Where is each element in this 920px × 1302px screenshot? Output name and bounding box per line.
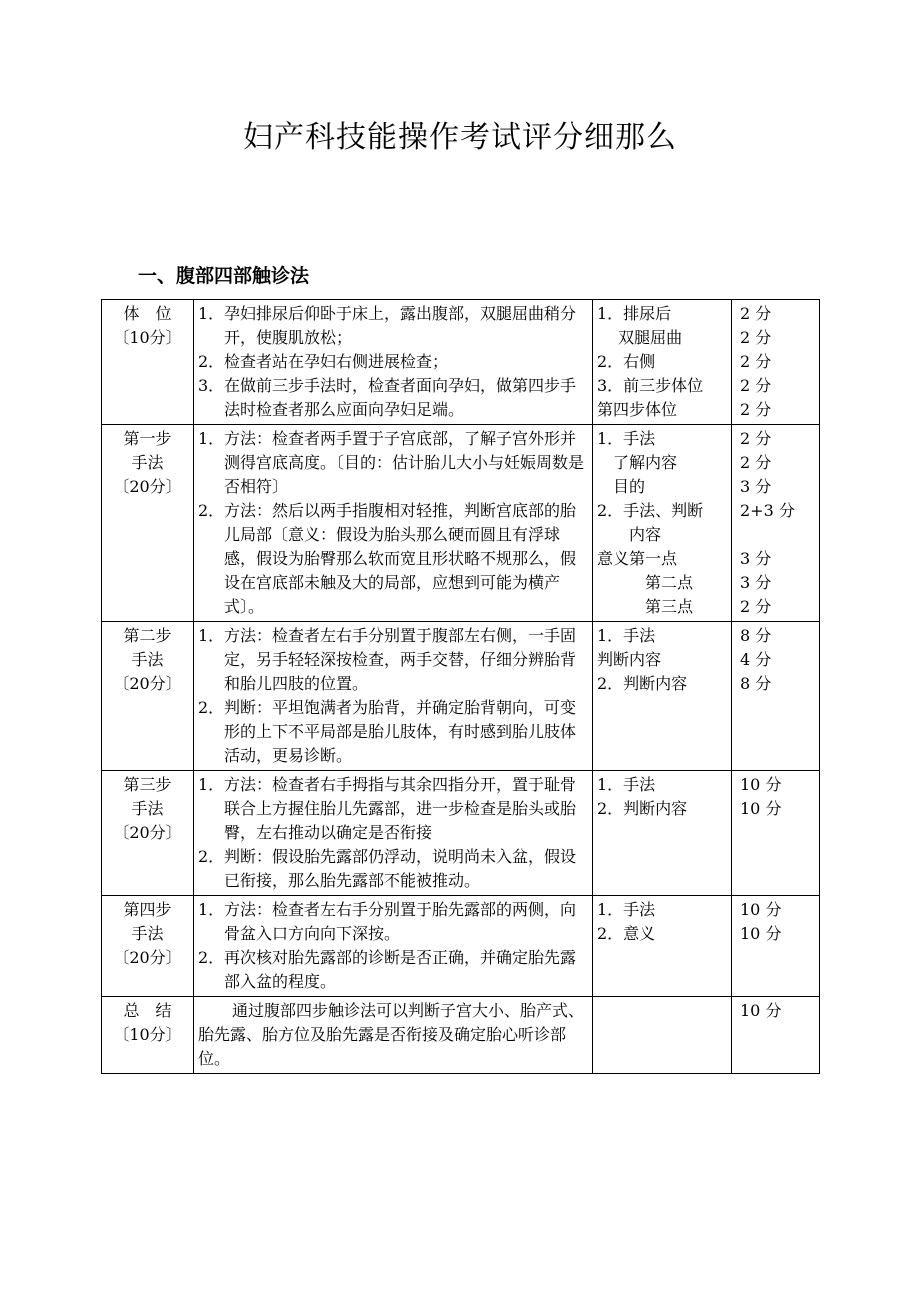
- category-label: 〔20分〕: [113, 823, 182, 842]
- content-item: [198, 773, 588, 845]
- scoring-point: 第三点: [597, 597, 694, 616]
- content-item: [198, 696, 588, 768]
- scoring-point: 1．排尿后: [597, 304, 672, 323]
- scoring-point: 意义第一点: [597, 549, 678, 568]
- score-value: 3 分: [740, 477, 772, 496]
- content-cell: [194, 896, 593, 997]
- category-cell: [102, 425, 194, 622]
- scoring-point: 1．手法: [597, 900, 656, 919]
- item-text: 孕妇排尿后仰卧于床上，露出腹部，双腿屈曲稍分开，使腹肌放松；: [224, 304, 577, 347]
- content-cell: [194, 771, 593, 896]
- content-item: [198, 624, 588, 696]
- scoring-points-cell: [593, 425, 732, 622]
- scoring-points-cell: [593, 896, 732, 997]
- score-value: 2 分: [740, 376, 772, 395]
- score-value: 2 分: [740, 453, 772, 472]
- category-label: 手法: [131, 650, 164, 669]
- item-number: 2．: [198, 352, 225, 371]
- category-label: 〔20分〕: [113, 477, 182, 496]
- score-value: 8 分: [740, 626, 772, 645]
- item-number: 1．: [198, 900, 225, 919]
- scoring-points-cell: [593, 622, 732, 771]
- table-row: [102, 425, 820, 622]
- item-text: 检查者站在孕妇右侧进展检查；: [224, 352, 449, 371]
- scoring-table: [101, 299, 820, 1074]
- score-value: 10 分: [740, 900, 782, 919]
- item-number: 2．: [198, 501, 225, 520]
- category-cell: [102, 997, 194, 1074]
- score-value: 10 分: [740, 775, 782, 794]
- scoring-point: 第四步体位: [597, 400, 678, 419]
- table-row: [102, 771, 820, 896]
- scoring-point: 内容: [597, 525, 662, 544]
- content-item: [198, 427, 588, 499]
- category-cell: [102, 771, 194, 896]
- scoring-point: 2．判断内容: [597, 799, 688, 818]
- category-label: 〔10分〕: [113, 1025, 182, 1044]
- category-label: 手法: [131, 453, 164, 472]
- category-label: 手法: [131, 924, 164, 943]
- scoring-point: 2．右侧: [597, 352, 656, 371]
- category-label: 体 位: [123, 304, 172, 323]
- score-value: 8 分: [740, 674, 772, 693]
- scoring-point: 第二点: [597, 573, 694, 592]
- summary-text: 通过腹部四步触诊法可以判断子宫大小、胎产式、胎先露、胎方位及胎先露是否衔接及确定胎心听诊部位。: [198, 1001, 585, 1068]
- score-value: 10 分: [740, 924, 782, 943]
- score-value: 2 分: [740, 400, 772, 419]
- score-cell: [732, 896, 820, 997]
- scoring-point: 1．手法: [597, 775, 656, 794]
- category-label: 第二步: [123, 626, 172, 645]
- score-value: 2+3 分: [740, 501, 795, 520]
- item-number: 3．: [198, 376, 225, 395]
- score-value: 2 分: [740, 597, 772, 616]
- table-row: [102, 896, 820, 997]
- item-text: 判断：假设胎先露部仍浮动，说明尚未入盆，假设已衔接，那么胎先露部不能被推动。: [224, 847, 577, 890]
- item-number: 1．: [198, 429, 225, 448]
- category-cell: [102, 300, 194, 425]
- score-value: [736, 523, 815, 547]
- item-number: 1．: [198, 304, 225, 323]
- content-item: [198, 374, 588, 422]
- score-value: 3 分: [740, 573, 772, 592]
- score-cell: [732, 771, 820, 896]
- item-text: 方法：检查者左右手分别置于腹部左右侧，一手固定，另手轻轻深按检查，两手交替，仔细分辨胎背和胎儿四肢的位置。: [224, 626, 577, 693]
- content-cell: [194, 300, 593, 425]
- item-number: 2．: [198, 948, 225, 967]
- category-label: 〔20分〕: [113, 948, 182, 967]
- category-label: 第一步: [123, 429, 172, 448]
- scoring-point: 目的: [597, 477, 646, 496]
- item-number: 1．: [198, 775, 225, 794]
- content-item: [198, 350, 588, 374]
- scoring-point: 1．手法: [597, 626, 656, 645]
- content-item: [198, 845, 588, 893]
- score-value: 4 分: [740, 650, 772, 669]
- item-text: 方法：检查者两手置于子宫底部，了解子宫外形并测得宫底高度。〔目的：估计胎儿大小与妊娠周数是否相符〕: [224, 429, 585, 496]
- item-text: 在做前三步手法时，检查者面向孕妇，做第四步手法时检查者那么应面向孕妇足端。: [224, 376, 577, 419]
- summary-row: [102, 997, 820, 1074]
- category-label: 手法: [131, 799, 164, 818]
- item-number: 2．: [198, 698, 225, 717]
- item-text: 方法：然后以两手指腹相对轻推，判断宫底部的胎儿局部〔意义：假设为胎头那么硬而圆且有浮球感，假设为胎臀那么软而宽且形状略不规那么，假设在宫底部未触及大的局部，应想到可能为横产式〕。: [224, 501, 577, 616]
- item-number: 1．: [198, 626, 225, 645]
- content-item: [198, 898, 588, 946]
- table-row: [102, 622, 820, 771]
- category-cell: [102, 622, 194, 771]
- scoring-point: 2．手法、判断: [597, 501, 704, 520]
- category-label: 第三步: [123, 775, 172, 794]
- item-number: 2．: [198, 847, 225, 866]
- score-value: 2 分: [740, 352, 772, 371]
- section-heading: 一、腹部四部触诊法: [138, 265, 310, 287]
- score-cell: [732, 425, 820, 622]
- score-cell: [732, 997, 820, 1074]
- scoring-point: 3．前三步体位: [597, 376, 704, 395]
- score-value: 10 分: [740, 1001, 782, 1020]
- category-label: 第四步: [123, 900, 172, 919]
- content-cell: [194, 425, 593, 622]
- category-label: 〔20分〕: [113, 674, 182, 693]
- scoring-points-cell: [593, 300, 732, 425]
- item-text: 方法：检查者左右手分别置于胎先露部的两侧，向骨盆入口方向向下深按。: [224, 900, 577, 943]
- content-item: [198, 946, 588, 994]
- content-item: [198, 302, 588, 350]
- content-cell: [194, 622, 593, 771]
- scoring-point: 2．判断内容: [597, 674, 688, 693]
- table-row: [102, 300, 820, 425]
- scoring-point: 2．意义: [597, 924, 656, 943]
- item-text: 再次核对胎先露部的诊断是否正确，并确定胎先露部入盆的程度。: [224, 948, 577, 991]
- category-cell: [102, 896, 194, 997]
- item-text: 方法：检查者右手拇指与其余四指分开，置于耻骨联合上方握住胎儿先露部，进一步检查是胎头或胎臀，左右推动以确定是否衔接: [224, 775, 577, 842]
- scoring-point: 双腿屈曲: [597, 328, 683, 347]
- scoring-points-cell: [593, 771, 732, 896]
- scoring-point: 判断内容: [597, 650, 662, 669]
- category-label: 〔10分〕: [113, 328, 182, 347]
- score-cell: [732, 622, 820, 771]
- scoring-point: 了解内容: [597, 453, 678, 472]
- content-item: [198, 499, 588, 619]
- scoring-points-cell: [593, 997, 732, 1074]
- score-value: 2 分: [740, 429, 772, 448]
- score-value: 2 分: [740, 328, 772, 347]
- content-cell: [194, 997, 593, 1074]
- item-text: 判断：平坦饱满者为胎背，并确定胎背朝向，可变形的上下不平局部是胎儿肢体，有时感到胎儿肢体活动，更易诊断。: [224, 698, 577, 765]
- score-cell: [732, 300, 820, 425]
- scoring-point: 1．手法: [597, 429, 656, 448]
- score-value: 2 分: [740, 304, 772, 323]
- category-label: 总 结: [123, 1001, 172, 1020]
- score-value: 3 分: [740, 549, 772, 568]
- score-value: 10 分: [740, 799, 782, 818]
- document-title: 妇产科技能操作考试评分细那么: [243, 120, 677, 155]
